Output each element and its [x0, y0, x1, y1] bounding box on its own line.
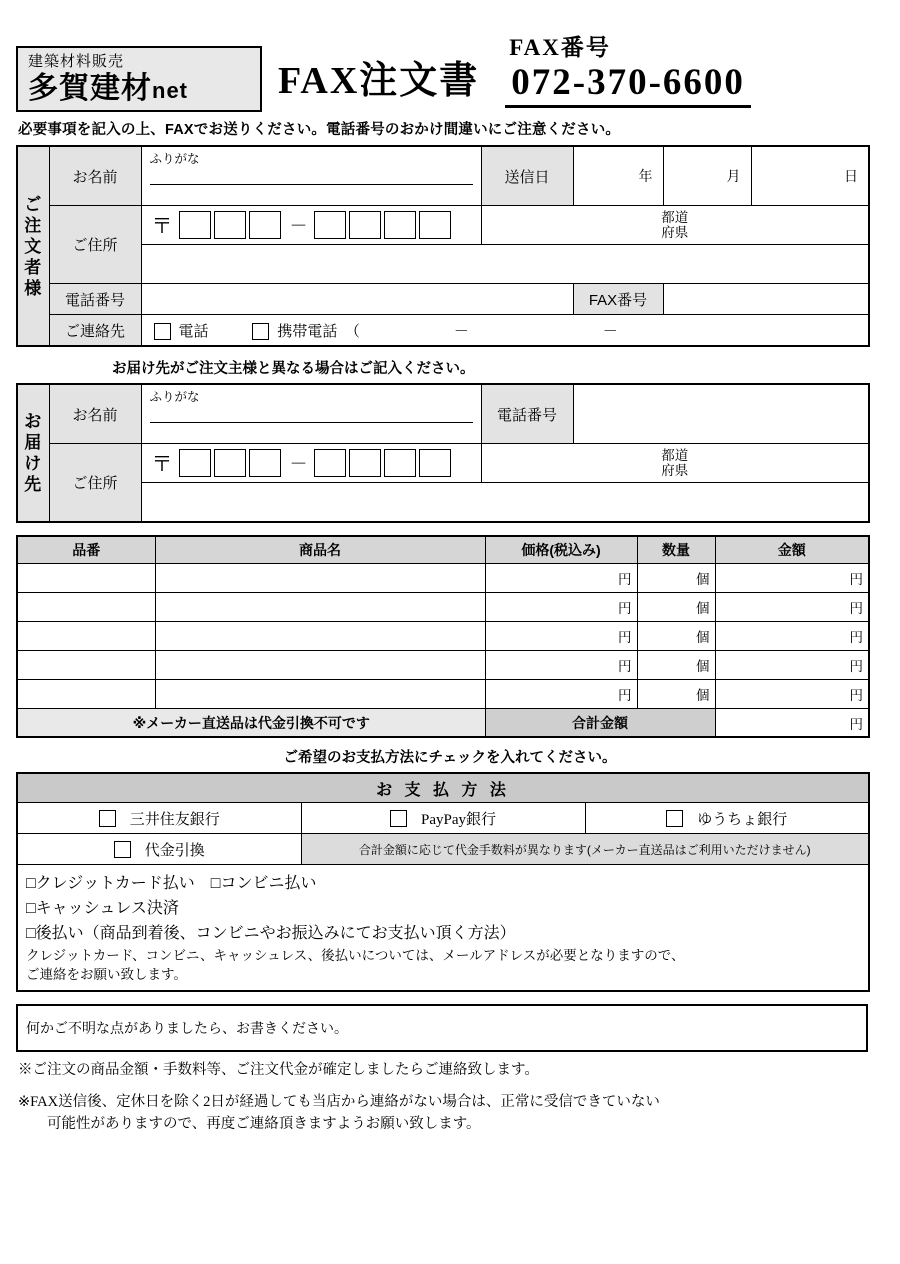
- zip-box[interactable]: [314, 211, 346, 239]
- shipping-side-label-text: お届け先: [24, 412, 43, 494]
- cod-label: 代金引換: [144, 841, 205, 859]
- orderer-prefecture-cell[interactable]: [481, 206, 869, 245]
- payment-option-paypay[interactable]: [301, 803, 585, 834]
- cell-amount-unit[interactable]: 円: [715, 651, 869, 680]
- memo-placeholder: 何かご不明な点がありましたら、お書きください。: [26, 1022, 348, 1037]
- free-note-line1: クレジットカード、コンビニ、キャッシュレス、後払いについては、メールアドレスが必要となりますので、: [26, 948, 685, 963]
- zip-dash: －: [289, 216, 308, 236]
- cell-price-unit[interactable]: 円: [485, 680, 637, 709]
- orderer-tel-input[interactable]: [141, 284, 573, 315]
- cell-price-unit[interactable]: 円: [485, 593, 637, 622]
- zip-box[interactable]: [419, 449, 451, 477]
- cell-qty-unit[interactable]: 個: [637, 680, 715, 709]
- cell-qty-unit[interactable]: 個: [637, 593, 715, 622]
- products-table: [16, 535, 870, 738]
- zip-box[interactable]: [179, 449, 211, 477]
- orderer-tel-label: 電話番号: [49, 284, 141, 315]
- smbc-checkbox[interactable]: [99, 810, 116, 827]
- payment-heading: ご希望のお支払方法にチェックを入れてください。: [283, 750, 617, 766]
- shipping-address-label: ご住所: [49, 444, 141, 523]
- cell-code[interactable]: [17, 564, 155, 593]
- contact-dash-1: －: [453, 322, 469, 340]
- cell-price-unit[interactable]: 円: [485, 622, 637, 651]
- fax-number-value: 072-370-6600: [505, 62, 751, 108]
- orderer-zip-cell[interactable]: [141, 206, 481, 245]
- table-row[interactable]: [17, 593, 869, 622]
- zip-box[interactable]: [349, 449, 381, 477]
- shipping-furigana-label: ふりがな: [149, 390, 200, 404]
- send-date-label: 送信日: [481, 146, 573, 206]
- free-options-list: [18, 865, 868, 990]
- orderer-name-underline: [150, 183, 473, 185]
- orderer-zip-boxes[interactable]: [142, 208, 481, 242]
- cod-note: 合計金額に応じて代金手数料が異なります(メーカー直送品はご利用いただけません): [301, 834, 869, 865]
- contact-tel-checkbox[interactable]: [154, 323, 171, 340]
- footnote-1: ※ご注文の商品金額・手数料等、ご注文代金が確定しましたらご連絡致します。: [18, 1062, 539, 1078]
- cell-name[interactable]: [155, 593, 485, 622]
- shipping-tel-input[interactable]: [573, 384, 869, 444]
- shipping-tel-label: 電話番号: [481, 384, 573, 444]
- zip-box[interactable]: [179, 211, 211, 239]
- zip-box[interactable]: [249, 211, 281, 239]
- payment-option-smbc[interactable]: [17, 803, 301, 834]
- yucho-label: ゆうちょ銀行: [697, 810, 788, 828]
- orderer-side-label: [17, 146, 49, 346]
- payment-option-cod[interactable]: [17, 834, 301, 865]
- orderer-address-label: ご住所: [49, 206, 141, 284]
- cell-name[interactable]: [155, 564, 485, 593]
- footnote-2: ※FAX送信後、定休日を除く2日が経過しても当店から連絡がない場合は、正常に受信できていない: [18, 1094, 660, 1110]
- payment-title: お 支 払 方 法: [17, 773, 869, 803]
- cell-price-unit[interactable]: 円: [485, 651, 637, 680]
- memo-table: [16, 1004, 868, 1052]
- col-qty: 数量: [637, 536, 715, 564]
- shipping-zip-boxes[interactable]: [142, 446, 481, 480]
- table-row[interactable]: [17, 564, 869, 593]
- cell-amount-unit[interactable]: 円: [715, 622, 869, 651]
- contact-mobile-label: 携帯電話 （: [277, 322, 360, 340]
- form-notice: 必要事項を記入の上、FAXでお送りください。電話番号のおかけ間違いにご注意ください。: [18, 122, 621, 138]
- logo-name-suffix: net: [152, 78, 188, 103]
- memo-field[interactable]: [17, 1005, 867, 1051]
- free-option-deferred[interactable]: □後払い（商品到着後、コンビニやお振込みにてお支払い頂く方法）: [26, 925, 516, 942]
- zip-box[interactable]: [384, 211, 416, 239]
- payment-option-yucho[interactable]: [585, 803, 869, 834]
- total-value[interactable]: 円: [715, 709, 869, 738]
- total-label: 合計金額: [485, 709, 715, 738]
- payment-free-options[interactable]: [17, 865, 869, 992]
- shipping-side-label: [17, 384, 49, 522]
- logo-name: [28, 72, 252, 108]
- prefecture-line2: 府県: [661, 463, 689, 478]
- prefecture-line1: 都道: [661, 448, 689, 463]
- cell-qty-unit[interactable]: 個: [637, 651, 715, 680]
- smbc-label: 三井住友銀行: [129, 810, 220, 828]
- orderer-contact-label: ご連絡先: [49, 315, 141, 347]
- shipping-name-label: お名前: [49, 384, 141, 444]
- fax-number-label: FAX番号: [509, 35, 611, 60]
- orderer-name-cell[interactable]: [141, 146, 481, 206]
- postal-mark-icon: 〒: [151, 452, 173, 476]
- cell-code[interactable]: [17, 622, 155, 651]
- cell-name[interactable]: [155, 680, 485, 709]
- cell-amount-unit[interactable]: 円: [715, 564, 869, 593]
- orderer-address-input[interactable]: [141, 245, 869, 284]
- zip-box[interactable]: [349, 211, 381, 239]
- col-price: 価格(税込み): [485, 536, 637, 564]
- postal-mark-icon: 〒: [151, 214, 173, 238]
- cell-amount-unit[interactable]: 円: [715, 593, 869, 622]
- page-header: [16, 0, 884, 112]
- contact-dash-2: －: [602, 322, 618, 340]
- cell-name[interactable]: [155, 651, 485, 680]
- orderer-fax-label: FAX番号: [573, 284, 663, 315]
- payment-table: [16, 772, 870, 992]
- shipping-prefecture-cell[interactable]: [481, 444, 869, 483]
- shipping-table: [16, 383, 870, 523]
- cell-code[interactable]: [17, 680, 155, 709]
- send-date-day[interactable]: 日: [751, 146, 869, 206]
- footnote-3: 可能性がありますので、再度ご連絡頂きますようお願い致します。: [18, 1116, 481, 1132]
- cod-checkbox[interactable]: [114, 841, 131, 858]
- fax-number-block: [505, 29, 751, 108]
- cell-price-unit[interactable]: 円: [485, 564, 637, 593]
- direct-ship-note: ※メーカー直送品は代金引換不可です: [17, 709, 485, 738]
- col-amount: 金額: [715, 536, 869, 564]
- orderer-furigana-label: ふりがな: [149, 152, 200, 166]
- orderer-contact-cell[interactable]: [141, 315, 869, 347]
- prefecture-label: [482, 210, 869, 240]
- free-option-credit-convenience[interactable]: □クレジットカード払い □コンビニ払い: [26, 875, 317, 892]
- send-date-month[interactable]: 月: [663, 146, 751, 206]
- zip-box[interactable]: [214, 449, 246, 477]
- orderer-fax-input[interactable]: [663, 284, 869, 315]
- cell-code[interactable]: [17, 651, 155, 680]
- logo-tagline: 建築材料販売: [28, 53, 125, 70]
- paypay-checkbox[interactable]: [390, 810, 407, 827]
- cell-code[interactable]: [17, 593, 155, 622]
- products-header-row: [17, 536, 869, 564]
- products-footer-row: [17, 709, 869, 738]
- orderer-name-label: お名前: [49, 146, 141, 206]
- contact-mobile-checkbox[interactable]: [252, 323, 269, 340]
- contact-tel-label: 電話: [178, 322, 209, 340]
- shipping-heading: お届け先がご注文主様と異なる場合はご記入ください。: [112, 361, 475, 377]
- cell-qty-unit[interactable]: 個: [637, 622, 715, 651]
- zip-box[interactable]: [214, 211, 246, 239]
- paypay-label: PayPay銀行: [420, 811, 496, 828]
- cell-amount-unit[interactable]: 円: [715, 680, 869, 709]
- cell-qty-unit[interactable]: 個: [637, 564, 715, 593]
- page-title: FAX注文書: [278, 60, 480, 102]
- zip-box[interactable]: [419, 211, 451, 239]
- table-row[interactable]: [17, 680, 869, 709]
- table-row[interactable]: [17, 651, 869, 680]
- company-logo: [16, 46, 262, 112]
- table-row[interactable]: [17, 622, 869, 651]
- orderer-table: [16, 145, 870, 347]
- zip-box[interactable]: [314, 449, 346, 477]
- shipping-name-underline: [150, 421, 473, 423]
- orderer-side-label-text: ご注文者様: [24, 194, 43, 298]
- shipping-address-input[interactable]: [141, 483, 869, 523]
- prefecture-line1: 都道: [661, 210, 689, 225]
- free-note-line2: ご連絡をお願い致します。: [26, 967, 187, 982]
- prefecture-line2: 府県: [661, 225, 689, 240]
- zip-box[interactable]: [384, 449, 416, 477]
- prefecture-label: [482, 448, 869, 478]
- cell-name[interactable]: [155, 622, 485, 651]
- zip-dash: －: [289, 454, 308, 474]
- yucho-checkbox[interactable]: [666, 810, 683, 827]
- shipping-zip-cell[interactable]: [141, 444, 481, 483]
- col-code: 品番: [17, 536, 155, 564]
- logo-name-text: 多賀建材: [28, 72, 152, 105]
- send-date-year[interactable]: 年: [573, 146, 663, 206]
- zip-box[interactable]: [249, 449, 281, 477]
- free-option-cashless[interactable]: □キャッシュレス決済: [26, 900, 179, 917]
- col-name: 商品名: [155, 536, 485, 564]
- shipping-name-cell[interactable]: [141, 384, 481, 444]
